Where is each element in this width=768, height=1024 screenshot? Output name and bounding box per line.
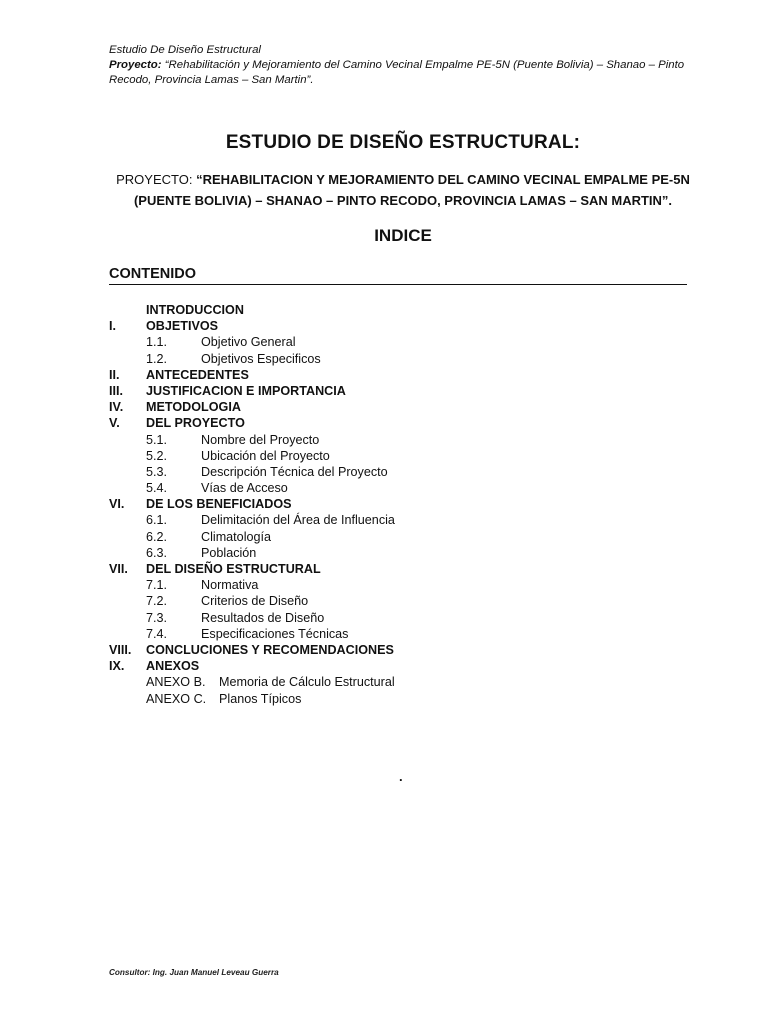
toc-subsection-number: 6.3. — [146, 545, 168, 560]
toc-section-number: VII. — [109, 562, 128, 576]
toc-subsection-label: Objetivos Especificos — [201, 351, 321, 366]
toc-intro-label: INTRODUCCION — [146, 303, 244, 317]
toc-annex-label: Planos Típicos — [219, 691, 302, 706]
contents-heading: CONTENIDO — [109, 265, 687, 285]
toc-row-subsection — [109, 610, 709, 626]
project-line-1: “REHABILITACION Y MEJORAMIENTO DEL CAMINO VECINAL EMPALME PE-5N — [196, 172, 690, 187]
project-statement — [0, 169, 768, 211]
toc-section-label: DEL DISEÑO ESTRUCTURAL — [146, 562, 321, 576]
page-header — [109, 43, 709, 88]
index-heading: INDICE — [374, 226, 432, 245]
toc-section-label: DEL PROYECTO — [146, 416, 245, 431]
toc-row-subsection — [109, 577, 709, 593]
toc-subsection-label: Normativa — [201, 578, 259, 593]
toc-section-label: ANEXOS — [146, 659, 200, 674]
stray-dot: . — [399, 769, 403, 784]
toc-subsection-number: 6.2. — [146, 529, 168, 544]
toc-section-number: IV. — [109, 400, 124, 415]
toc-annex-label: Memoria de Cálculo Estructural — [219, 675, 395, 690]
toc-row-subsection — [109, 432, 709, 448]
toc-subsection-label: Ubicación del Proyecto — [201, 448, 330, 463]
toc-row-subsection — [109, 351, 709, 367]
toc-section-label: DE LOS BENEFICIADOS — [146, 497, 292, 512]
page-footer: Consultor: Ing. Juan Manuel Leveau Guerra — [109, 968, 279, 977]
project-line-2: (PUENTE BOLIVIA) – SHANAO – PINTO RECODO, PROVINCIA LAMAS – SAN MARTIN”. — [133, 193, 673, 208]
toc-subsection-number: 7.1. — [146, 578, 168, 593]
header-study-title: Estudio De Diseño Estructural — [109, 44, 261, 56]
toc-row-section — [109, 367, 709, 383]
toc-subsection-number: 6.1. — [146, 513, 168, 528]
toc-row-subsection — [109, 448, 709, 464]
toc-row-section — [109, 642, 709, 658]
toc-section-label: ANTECEDENTES — [146, 367, 249, 382]
toc-subsection-number: 7.2. — [146, 594, 168, 609]
toc-subsection-number: 5.1. — [146, 432, 168, 447]
toc-subsection-number: 7.4. — [146, 626, 168, 641]
toc-subsection-label: Climatología — [201, 529, 271, 544]
toc-section-label: CONCLUCIONES Y RECOMENDACIONES — [146, 642, 394, 657]
header-project-label: Proyecto: — [109, 59, 162, 71]
toc-subsection-label: Vías de Acceso — [201, 481, 288, 496]
toc-row-section — [109, 658, 709, 674]
toc-annex-number: ANEXO C. — [146, 691, 207, 706]
document-title: ESTUDIO DE DISEÑO ESTRUCTURAL: — [225, 132, 581, 153]
toc-section-number: VI. — [109, 497, 125, 512]
toc-section-number: II. — [109, 367, 120, 382]
toc-subsection-label: Descripción Técnica del Proyecto — [201, 464, 388, 479]
header-project-text: “Rehabilitación y Mejoramiento del Camino Vecinal Empalme PE-5N (Puente Bolivia) – Shanao – Pinto Recodo, Provincia Lamas – San Martin”. — [109, 59, 685, 86]
toc-row-section — [109, 383, 709, 399]
toc-subsection-label: Criterios de Diseño — [201, 594, 309, 609]
toc-subsection-number: 5.2. — [146, 448, 168, 463]
toc-section-label: JUSTIFICACION E IMPORTANCIA — [146, 383, 346, 398]
project-label: PROYECTO: — [116, 172, 193, 187]
toc-subsection-number: 5.4. — [146, 481, 168, 496]
toc-row-subsection — [109, 464, 709, 480]
toc-row-subsection — [109, 626, 709, 642]
toc-row-subsection — [109, 480, 709, 496]
toc-row-annex — [109, 674, 709, 690]
toc-annex-number: ANEXO B. — [146, 675, 206, 690]
toc-subsection-label: Nombre del Proyecto — [201, 432, 320, 447]
toc-row-section — [109, 496, 709, 512]
toc-row-section — [109, 318, 709, 334]
table-of-contents — [109, 302, 709, 707]
toc-subsection-number: 7.3. — [146, 610, 168, 625]
toc-row-subsection — [109, 512, 709, 528]
toc-subsection-label: Objetivo General — [201, 335, 296, 350]
toc-section-number: IX. — [109, 659, 125, 674]
toc-section-label: OBJETIVOS — [146, 319, 219, 334]
toc-subsection-number: 1.1. — [146, 335, 168, 350]
toc-subsection-number: 5.3. — [146, 464, 168, 479]
toc-section-number: V. — [109, 416, 120, 431]
toc-row-subsection — [109, 593, 709, 609]
toc-section-number: I. — [109, 319, 116, 334]
toc-row-section — [109, 561, 709, 577]
toc-subsection-label: Resultados de Diseño — [201, 610, 325, 625]
toc-subsection-label: Delimitación del Área de Influencia — [201, 513, 395, 528]
toc-section-number: III. — [109, 383, 123, 398]
toc-section-label: METODOLOGIA — [146, 400, 241, 415]
toc-subsection-number: 1.2. — [146, 351, 168, 366]
toc-subsection-label: Población — [201, 545, 257, 560]
toc-subsection-label: Especificaciones Técnicas — [201, 626, 349, 641]
toc-row-subsection — [109, 334, 709, 350]
toc-section-number: VIII. — [109, 642, 132, 657]
toc-row-subsection — [109, 545, 709, 561]
toc-row-intro — [109, 302, 709, 318]
toc-row-subsection — [109, 529, 709, 545]
toc-row-annex — [109, 691, 709, 707]
toc-row-section — [109, 415, 709, 431]
toc-row-section — [109, 399, 709, 415]
